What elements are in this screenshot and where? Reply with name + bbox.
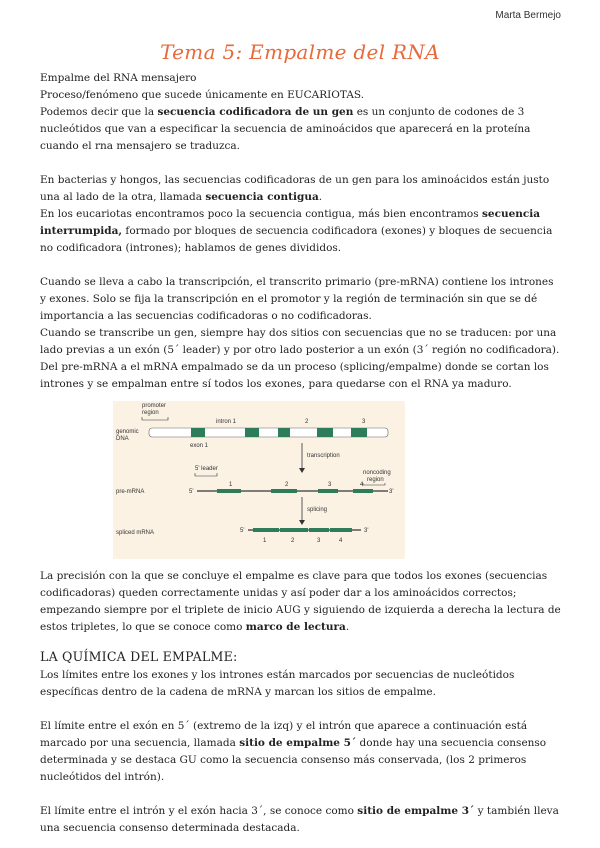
section-heading: LA QUÍMICA DEL EMPALME:	[40, 649, 238, 664]
paragraph: Los límites entre los exones y los intrones están marcados por secuencias de nucleótidos específicas dentro de la cadena de mRNA y marcan los sitios de empalme.	[40, 669, 515, 698]
exon-block	[217, 489, 241, 493]
genomic-dna-label: DNA	[116, 436, 129, 442]
paragraph: Cuando se transcribe un gen, siempre hay dos sitios con secuencias que no se traducen: por una lado previas a un exón (5´ leader) y por otro lado posterior a un exón (3´ región no codificadora).	[40, 327, 560, 356]
exon-number: 2	[285, 482, 289, 488]
paragraph: El límite entre el intrón y el exón hacia 3´, se conoce como sitio de empalme 3´ y también lleva una secuencia consenso determinada destacada.	[40, 805, 559, 834]
leader-label: 5' leader	[195, 466, 218, 472]
paragraph: Cuando se lleva a cabo la transcripción, el transcrito primario (pre-mRNA) contiene los intrones y exones. Solo se fija la transcripción en el promotor y la región de terminación sin que se dé importancia a las secuencias codificadoras o no codificadoras.	[40, 276, 554, 322]
paragraph: La precisión con la que se concluye el empalme es clave para que todos los exones (secuencias codificadoras) queden correctamente unidas y así poder dar a los aminoácidos correctos; empezando siempre por el triplete de inicio AUG y siguiendo de izquierda a derecha la lectura de estos tripletes, lo que se conoce como marco de lectura.	[40, 570, 561, 633]
bold-term: sitio de empalme 5´	[239, 737, 357, 749]
paragraph: Proceso/fenómeno que sucede únicamente en EUCARIOTAS.	[40, 89, 365, 101]
exon-number: 1	[263, 538, 267, 544]
exon-block	[271, 489, 297, 493]
paragraph: El límite entre el exón en 5´ (extremo de la izq) y el intrón que aparece a continuación está marcado por una secuencia, llamada sitio de empalme 5´ donde hay una secuencia consenso determinada y se destaca GU como la secuencia consenso más conservada, (los 2 primeros nucleótidos del intrón).	[40, 720, 547, 783]
five-prime: 5'	[240, 528, 245, 534]
noncoding-label: region	[367, 477, 384, 483]
promoter-label: region	[142, 410, 159, 416]
exon-number: 3	[317, 538, 321, 544]
transcription-label: transcription	[307, 453, 340, 459]
noncoding-bracket	[363, 483, 385, 485]
paragraph: En los eucariotas encontramos poco la secuencia contigua, más bien encontramos secuencia interrumpida, formado por bloques de secuencia codificadora (exones) y bloques de secuencia no codificadora (intrones); hablamos de genes divididos.	[40, 208, 553, 254]
exon-number: 2	[291, 538, 295, 544]
splicing-diagram	[113, 401, 405, 559]
exon-block	[330, 528, 352, 532]
paragraph: En bacterias y hongos, las secuencias codificadoras de un gen para los aminoácidos están justo una al lado de la otra, llamada secuencia contigua.	[40, 174, 550, 203]
author-name: Marta Bermejo	[495, 10, 561, 21]
bold-term: secuencia codificadora de un gen	[157, 106, 354, 118]
three-prime: 3'	[389, 489, 394, 495]
exon-block	[280, 528, 308, 532]
exon-number: 3	[328, 482, 332, 488]
arrow-head	[299, 520, 305, 525]
paragraph: Del pre-mRNA a el mRNA empalmado se da un proceso (splicing/empalme) donde se cortan los intrones y se empalman entre sí todos los exones, para quedarse con el RNA ya maduro.	[40, 361, 549, 390]
exon-block	[191, 428, 205, 437]
genomic-dna-label: genomic	[116, 429, 139, 435]
bold-term: secuencia contigua	[205, 191, 319, 203]
arrow-head	[299, 468, 305, 473]
intron-label: 2	[305, 419, 309, 425]
exon-block	[351, 428, 367, 437]
promoter-bracket	[142, 417, 168, 420]
exon-block	[318, 489, 338, 493]
exon-block	[245, 428, 259, 437]
intron-label: intron 1	[216, 419, 237, 425]
exon-block	[317, 428, 333, 437]
exon-block	[353, 489, 373, 493]
noncoding-label: noncoding	[363, 470, 391, 476]
exon-number: 4	[339, 538, 343, 544]
paragraph: Podemos decir que la secuencia codificadora de un gen es un conjunto de codones de 3 nucleótidos que van a especificar la secuencia de aminoácidos que aparecerá en la proteína cuando el rna mensajero se traduzca.	[40, 106, 531, 152]
paragraph: Empalme del RNA mensajero	[40, 72, 197, 84]
page-title: Tema 5: Empalme del RNA	[160, 40, 440, 64]
bold-term: marco de lectura	[245, 621, 346, 633]
exon-block	[309, 528, 329, 532]
exon-number: 1	[229, 482, 233, 488]
exon-block	[278, 428, 290, 437]
intron-label: 3	[362, 419, 366, 425]
leader-bracket	[195, 473, 217, 476]
exon-label: exon 1	[190, 443, 209, 449]
promoter-label: promoter	[142, 403, 167, 409]
three-prime: 3'	[364, 528, 369, 534]
exon-block	[253, 528, 279, 532]
document-body	[40, 70, 562, 837]
splicing-diagram-svg	[113, 401, 405, 559]
pre-mrna-label: pre-mRNA	[116, 489, 145, 495]
splicing-label: splicing	[307, 507, 328, 513]
bold-term: sitio de empalme 3´	[357, 805, 475, 817]
five-prime: 5'	[189, 489, 194, 495]
spliced-mrna-label: spliced mRNA	[116, 530, 155, 536]
bold-term: secuencia interrumpida,	[40, 208, 541, 237]
exon-number: 4	[360, 482, 364, 488]
